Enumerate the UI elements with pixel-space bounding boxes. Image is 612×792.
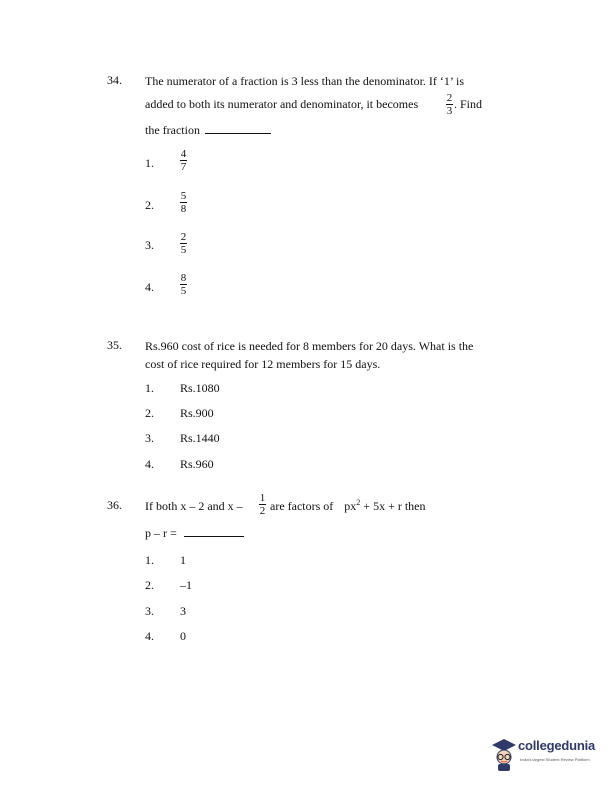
question-35-number: 35. <box>107 338 122 352</box>
q35-option-1-value: Rs.1080 <box>180 381 220 395</box>
fraction-numerator: 4 <box>180 148 187 160</box>
q34-option-2-number: 2. <box>145 198 154 212</box>
polynomial-exponent: 2 <box>356 498 361 507</box>
graduate-mascot-icon <box>490 735 518 775</box>
logo-brand-text: collegedunia <box>518 738 596 753</box>
fraction-numerator: 5 <box>180 190 187 202</box>
collegedunia-logo <box>490 735 602 775</box>
q36-option-1-number: 1. <box>145 553 154 567</box>
q36-option-2-number: 2. <box>145 578 154 592</box>
fraction-numerator: 8 <box>180 272 187 284</box>
fraction-denominator: 7 <box>180 161 187 173</box>
fraction-numerator: 2 <box>180 231 187 243</box>
q36-option-4-value: 0 <box>180 629 186 643</box>
polynomial-rest: + 5x + r then <box>360 499 426 513</box>
q34-option-3-fraction <box>180 231 187 256</box>
fraction-denominator: 3 <box>446 105 453 117</box>
q36-option-3-number: 3. <box>145 604 154 618</box>
answer-blank <box>205 121 271 134</box>
q35-option-3-value: Rs.1440 <box>180 431 220 445</box>
question-35-line-1: Rs.960 cost of rice is needed for 8 members for 20 days. What is the <box>145 339 474 353</box>
fraction-denominator: 5 <box>180 285 187 297</box>
polynomial <box>344 499 425 513</box>
question-36-number: 36. <box>107 498 122 512</box>
q35-option-4-number: 4. <box>145 457 154 471</box>
question-36-line-2 <box>145 524 244 543</box>
question-35-line-2: cost of rice required for 12 members for 15 days. <box>145 357 381 371</box>
q35-option-4-value: Rs.960 <box>180 457 214 471</box>
q34-option-3-number: 3. <box>145 238 154 252</box>
logo-tagline: India's largest Student Review Platform <box>520 757 590 762</box>
question-36-line-2-text: p – r = <box>145 526 177 540</box>
q34-option-1-number: 1. <box>145 156 154 170</box>
q35-option-1-number: 1. <box>145 381 154 395</box>
q34-option-4-fraction <box>180 272 187 297</box>
q36-option-4-number: 4. <box>145 629 154 643</box>
question-34-line-1: The numerator of a fraction is 3 less than the denominator. If ‘1’ is <box>145 74 465 88</box>
fraction-numerator: 2 <box>446 92 453 104</box>
q35-option-2-value: Rs.900 <box>180 406 214 420</box>
q35-option-2-number: 2. <box>145 406 154 420</box>
q34-option-4-number: 4. <box>145 280 154 294</box>
question-34-fraction <box>446 92 453 117</box>
fraction-numerator: 1 <box>259 492 266 504</box>
question-34-number: 34. <box>107 73 122 87</box>
question-34-line-3-text: the fraction <box>145 123 200 137</box>
question-34-line-3 <box>145 121 271 140</box>
q36-option-1-value: 1 <box>180 553 186 567</box>
fraction-denominator: 8 <box>180 203 187 215</box>
answer-blank <box>184 524 244 537</box>
question-36-line-1-start: If both x – 2 and x – <box>145 499 243 513</box>
question-36-fraction <box>259 492 266 517</box>
fraction-denominator: 2 <box>259 505 266 517</box>
question-36-line-1-end <box>270 497 426 516</box>
polynomial-lead: px <box>344 499 357 513</box>
q34-option-1-fraction <box>180 148 187 173</box>
fraction-denominator: 5 <box>180 244 187 256</box>
factors-text: are factors of <box>270 499 334 513</box>
q36-option-3-value: 3 <box>180 604 186 618</box>
question-34-line-2 <box>145 95 418 114</box>
q35-option-3-number: 3. <box>145 431 154 445</box>
q36-option-2-value: –1 <box>180 578 192 592</box>
question-34-line-2-text: added to both its numerator and denominator, it becomes <box>145 97 419 111</box>
question-34-line-2-end: . Find <box>454 97 483 111</box>
q34-option-2-fraction <box>180 190 187 215</box>
